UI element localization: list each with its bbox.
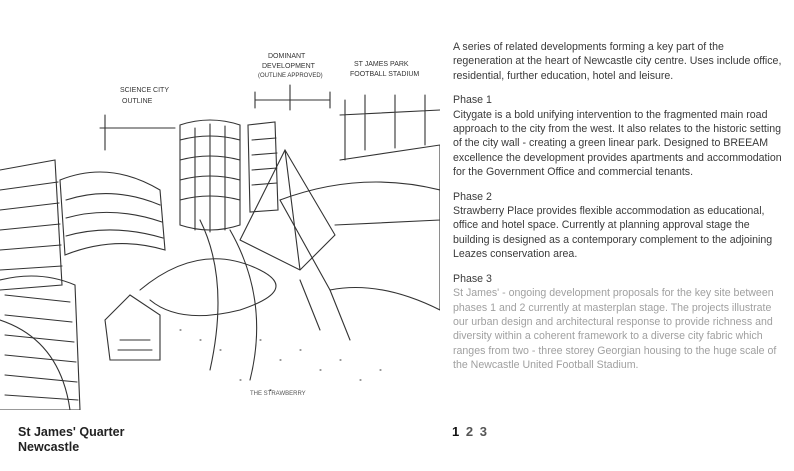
sketch-signature: THE STRAWBERRY [250,391,306,397]
phase-3-text: St James' - ongoing development proposals for the key site between phases 1 and 2 currently at masterplan stage. The projects illustrate our urban design and architectural response to provide richness and diversity within a coherent framework to a diverse city fabric which ranges from two - three storey Georgian housing to the huge scale of the Newcastle United Football Stadium. [453,287,777,372]
sketch-label-outline-approved: (OUTLINE APPROVED) [258,73,323,79]
project-caption [18,425,125,455]
sketch-label-outline: OUTLINE [122,98,153,105]
phase-1-text: Citygate is a bold unifying intervention to the fragmented main road approach to the city from the west. It also relates to the historic setting of the city wall - creating a green linear park. Designed to BREEAM excellence the development provides apartments and accommodation for the Government Office and commercial tenants. [453,108,782,179]
phase-2-text: Strawberry Place provides flexible accommodation as educational, office and hotel space. Currently at planning approval stage the building is designed as a contemporary complement to the adjoining Leazes conservation area. [453,205,773,261]
phase-3-title: Phase 3 [453,272,492,285]
architectural-sketch [0,40,440,410]
sketch-label-st-james-park: ST JAMES PARK [354,61,409,68]
sketch-label-dominant: DOMINANT [268,53,306,60]
page-link-1[interactable]: 1 [452,424,460,439]
sketch-label-science-city: SCIENCE CITY [120,87,170,94]
intro-paragraph: A series of related developments forming a key part of the regeneration at the heart of Newcastle city centre. Uses include office, residential, further education, hotel and leisure. [453,41,782,82]
project-description [453,40,783,383]
pagination [452,424,490,439]
phase-2-title: Phase 2 [453,190,492,203]
page-link-2[interactable]: 2 [465,424,474,439]
project-location: Newcastle [18,440,80,454]
phase-1-title: Phase 1 [453,94,492,107]
sketch-label-development: DEVELOPMENT [262,63,315,70]
project-title: St James' Quarter [18,425,125,439]
page-link-3[interactable]: 3 [479,424,487,439]
sketch-label-football-stadium: FOOTBALL STADIUM [350,71,420,78]
